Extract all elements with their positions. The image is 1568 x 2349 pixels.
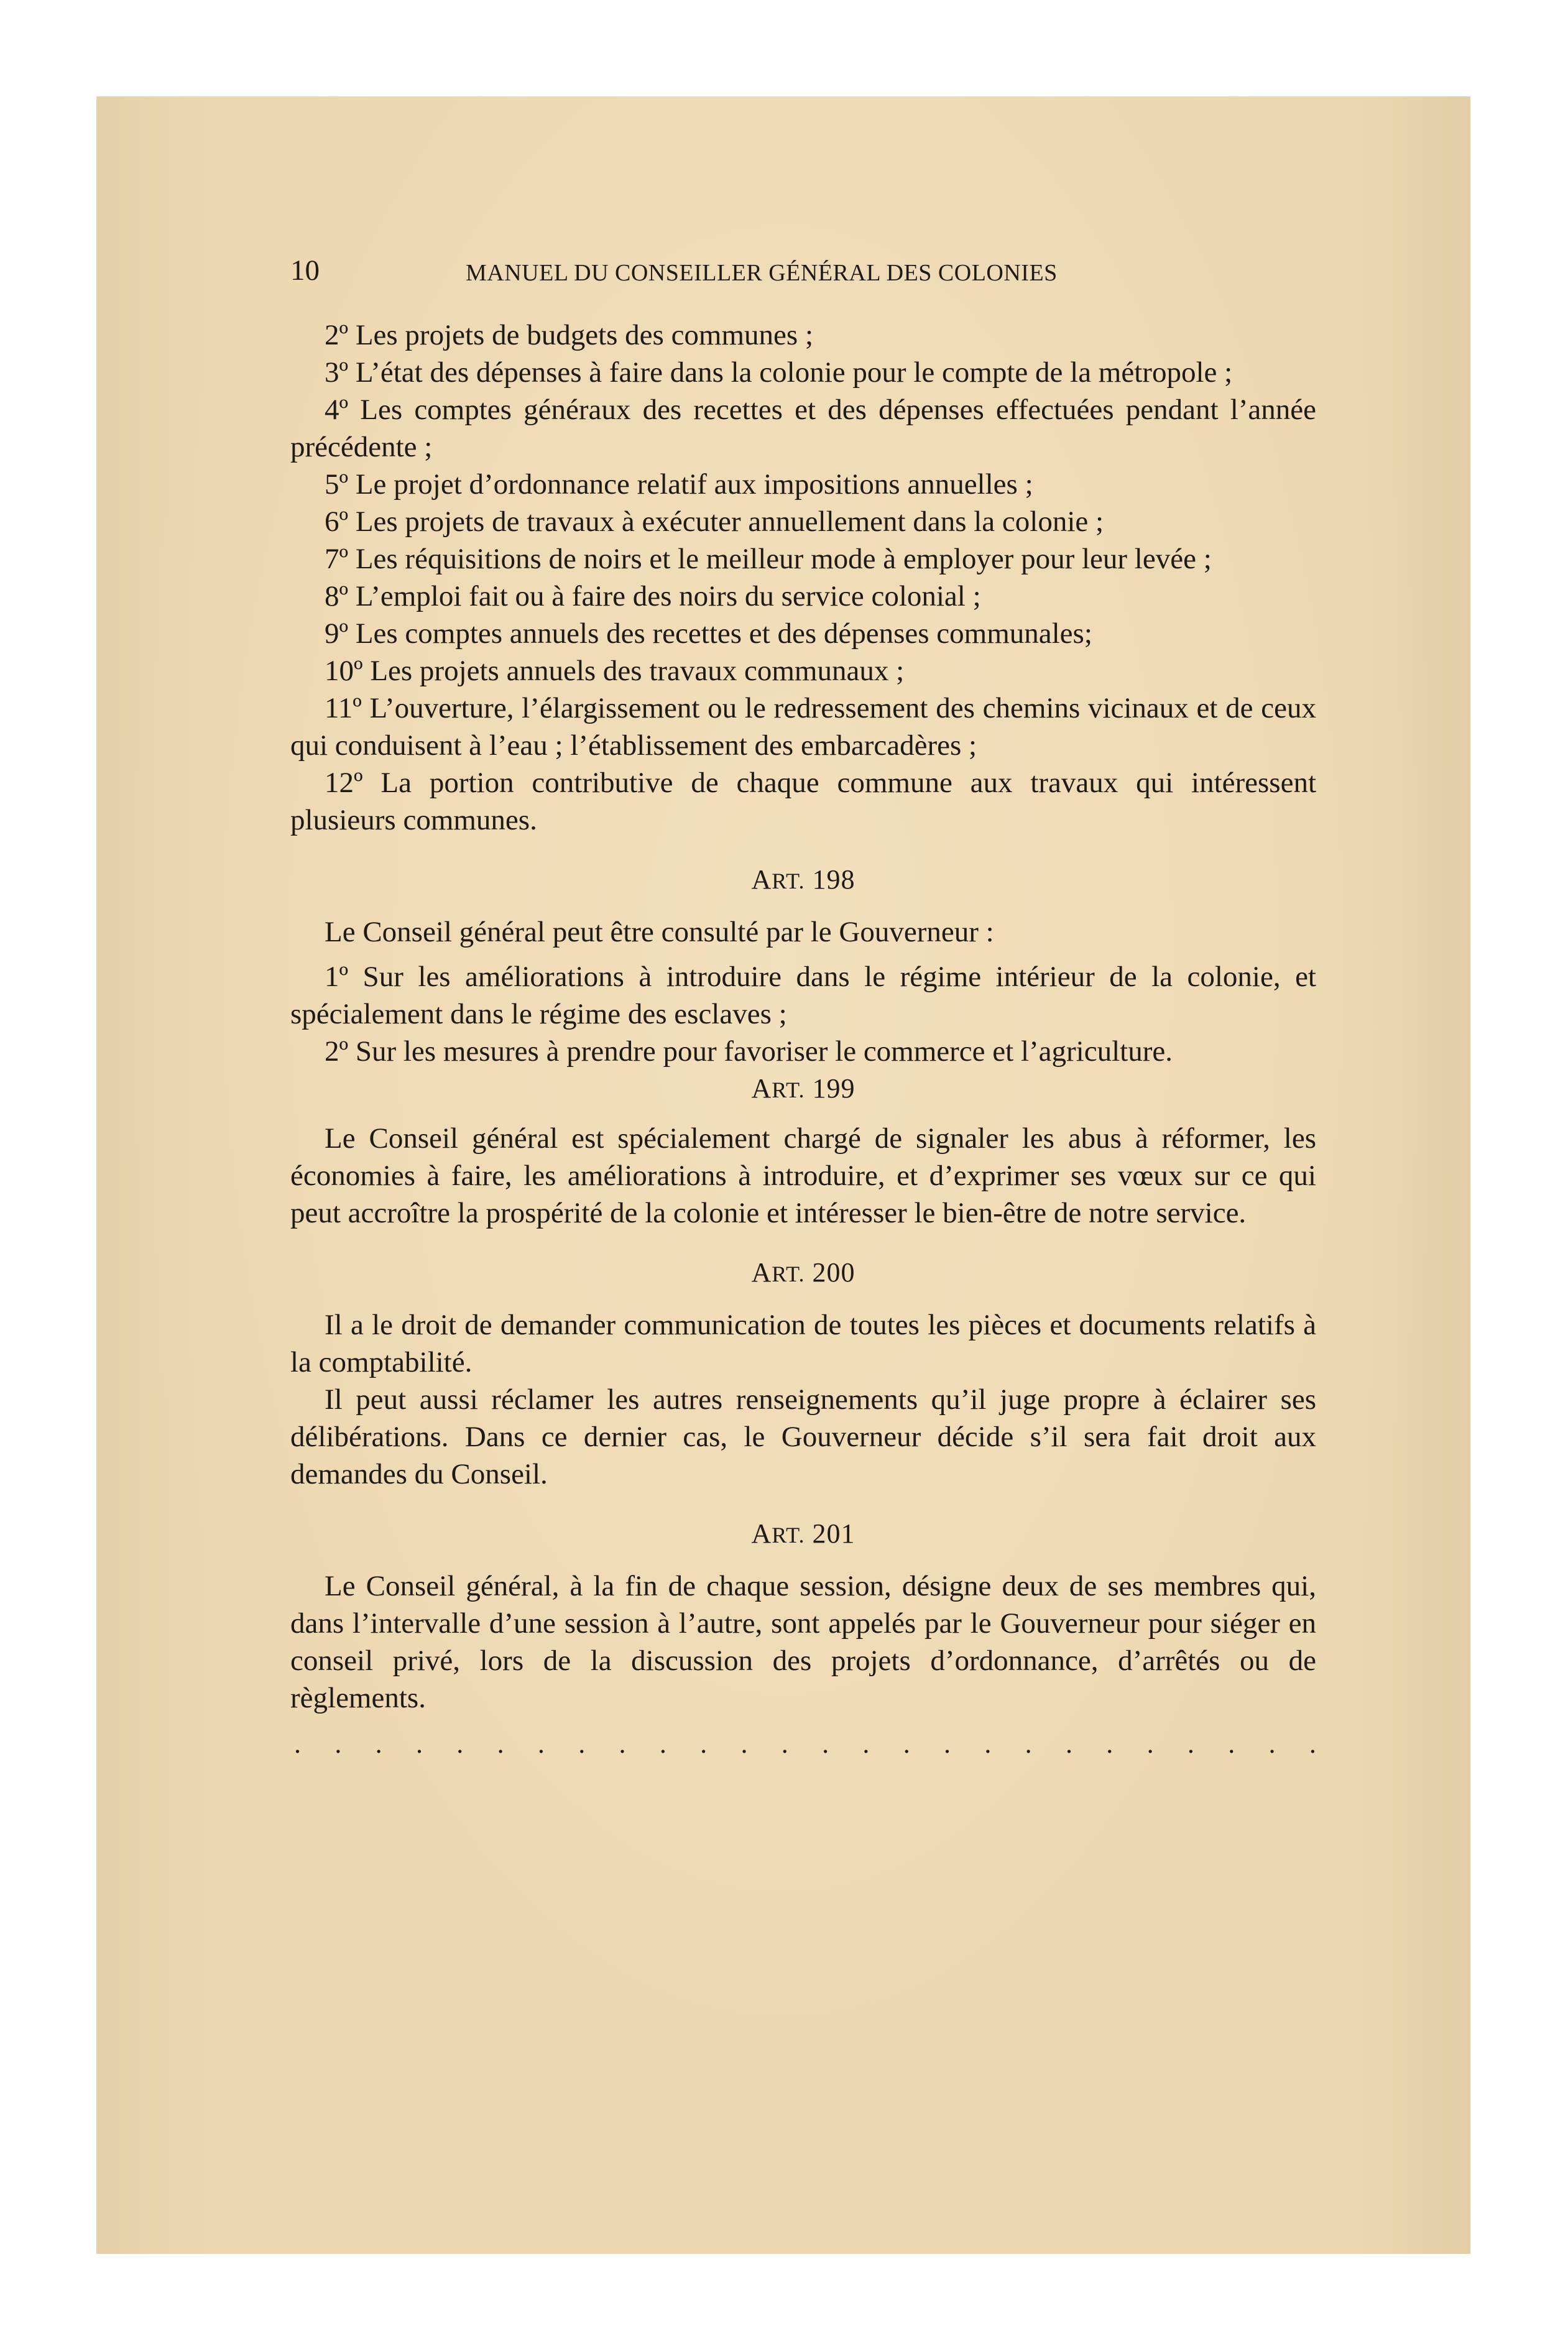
ellipsis-dot: . <box>537 1728 545 1759</box>
running-title: MANUEL DU CONSEILLER GÉNÉRAL DES COLONIES <box>466 260 1058 286</box>
ellipsis-dot: . <box>984 1728 992 1759</box>
ellipsis-dot: . <box>1268 1728 1276 1759</box>
ellipsis-dot: . <box>1187 1728 1194 1759</box>
ellipsis-dot: . <box>294 1728 301 1759</box>
art-label-small: RT. <box>772 1523 805 1548</box>
art-label-small: RT. <box>772 1262 805 1286</box>
list-item: 7º Les réquisitions de noirs et le meilleur mode à employer pour leur levée ; <box>325 543 1212 575</box>
ellipsis-dot: . <box>1309 1728 1316 1759</box>
page-text-block <box>290 252 1316 1759</box>
article-lead: Le Conseil général peut être consulté par le Gouverneur : <box>325 916 994 948</box>
art-label-small: RT. <box>772 1078 805 1102</box>
article-item: 1º Sur les améliorations à introduire dans le régime intérieur de la colonie, et spécialement dans le régime des esclaves ; <box>290 961 1316 1030</box>
ellipsis-dot: . <box>822 1728 829 1759</box>
ellipsis-dot-row <box>290 1728 1316 1759</box>
list-item: 4º Les comptes généraux des recettes et des dépenses effectuées pendant l’année précédente ; <box>290 394 1316 463</box>
ellipsis-dot: . <box>1228 1728 1235 1759</box>
article-number: 198 <box>812 864 855 895</box>
book-page <box>96 96 1470 2254</box>
list-item: 12º La portion contributive de chaque commune aux travaux qui intéressent plusieurs communes. <box>290 767 1316 836</box>
ellipsis-dot: . <box>1146 1728 1154 1759</box>
ellipsis-dot: . <box>903 1728 910 1759</box>
article-paragraph: Le Conseil général, à la fin de chaque session, désigne deux de ses membres qui, dans l’intervalle d’une session à l’autre, sont appelés par le Gouverneur pour siéger en conseil privé, lors de la discussion des projets d’ordonnance, d’arrêtés ou de règlements. <box>290 1570 1316 1714</box>
list-item: 5º Le projet d’ordonnance relatif aux impositions annuelles ; <box>325 468 1033 501</box>
ellipsis-dot: . <box>415 1728 423 1759</box>
ellipsis-dot: . <box>334 1728 342 1759</box>
article-paragraph: Le Conseil général est spécialement chargé de signaler les abus à réformer, les économies à faire, les améliorations à introduire, et d’exprimer ses vœux sur ce qui peut accroître la prospérité de la colonie et intéresser le bien-être de notre service. <box>290 1122 1316 1229</box>
list-item: 3º L’état des dépenses à faire dans la colonie pour le compte de la métropole ; <box>325 356 1233 389</box>
article-number: 200 <box>812 1257 855 1288</box>
art-label: A <box>751 1518 772 1549</box>
ellipsis-dot: . <box>497 1728 504 1759</box>
ellipsis-dot: . <box>619 1728 626 1759</box>
ellipsis-dot: . <box>944 1728 951 1759</box>
page-number: 10 <box>290 254 320 287</box>
article-heading-199 <box>290 1070 1316 1107</box>
ellipsis-dot: . <box>375 1728 382 1759</box>
list-item: 9º Les comptes annuels des recettes et des dépenses communales; <box>325 617 1092 650</box>
ellipsis-dot: . <box>781 1728 788 1759</box>
art-label: A <box>751 1073 772 1104</box>
art-label: A <box>751 864 772 895</box>
article-heading-201 <box>290 1515 1316 1553</box>
art-label-small: RT. <box>772 869 805 893</box>
ellipsis-dot: . <box>456 1728 464 1759</box>
ellipsis-dot: . <box>700 1728 708 1759</box>
list-item: 10º Les projets annuels des travaux communaux ; <box>325 655 905 687</box>
ellipsis-dot: . <box>740 1728 748 1759</box>
article-number: 201 <box>812 1518 855 1549</box>
art-label: A <box>751 1257 772 1288</box>
list-item: 2º Les projets de budgets des communes ; <box>325 319 814 351</box>
article-paragraph: Il peut aussi réclamer les autres renseignements qu’il juge propre à éclairer ses délibérations. Dans ce dernier cas, le Gouverneur décide s’il sera fait droit aux demandes du Conseil. <box>290 1383 1316 1490</box>
article-heading-198 <box>290 861 1316 898</box>
article-heading-200 <box>290 1254 1316 1291</box>
ellipsis-dot: . <box>578 1728 586 1759</box>
running-head <box>290 252 1316 289</box>
ellipsis-dot: . <box>862 1728 870 1759</box>
article-paragraph: Il a le droit de demander communication de toutes les pièces et documents relatifs à la comptabilité. <box>290 1309 1316 1378</box>
article-number: 199 <box>812 1073 855 1104</box>
list-item: 6º Les projets de travaux à exécuter annuellement dans la colonie ; <box>325 505 1104 538</box>
ellipsis-dot: . <box>659 1728 666 1759</box>
ellipsis-dot: . <box>1025 1728 1032 1759</box>
article-item: 2º Sur les mesures à prendre pour favoriser le commerce et l’agriculture. <box>325 1035 1173 1068</box>
list-item: 11º L’ouverture, l’élargissement ou le redressement des chemins vicinaux et de ceux qui conduisent à l’eau ; l’établissement des embarcadères ; <box>290 692 1316 762</box>
list-item: 8º L’emploi fait ou à faire des noirs du service colonial ; <box>325 580 981 612</box>
ellipsis-dot: . <box>1106 1728 1114 1759</box>
list-continuation <box>290 316 1316 839</box>
ellipsis-dot: . <box>1065 1728 1072 1759</box>
